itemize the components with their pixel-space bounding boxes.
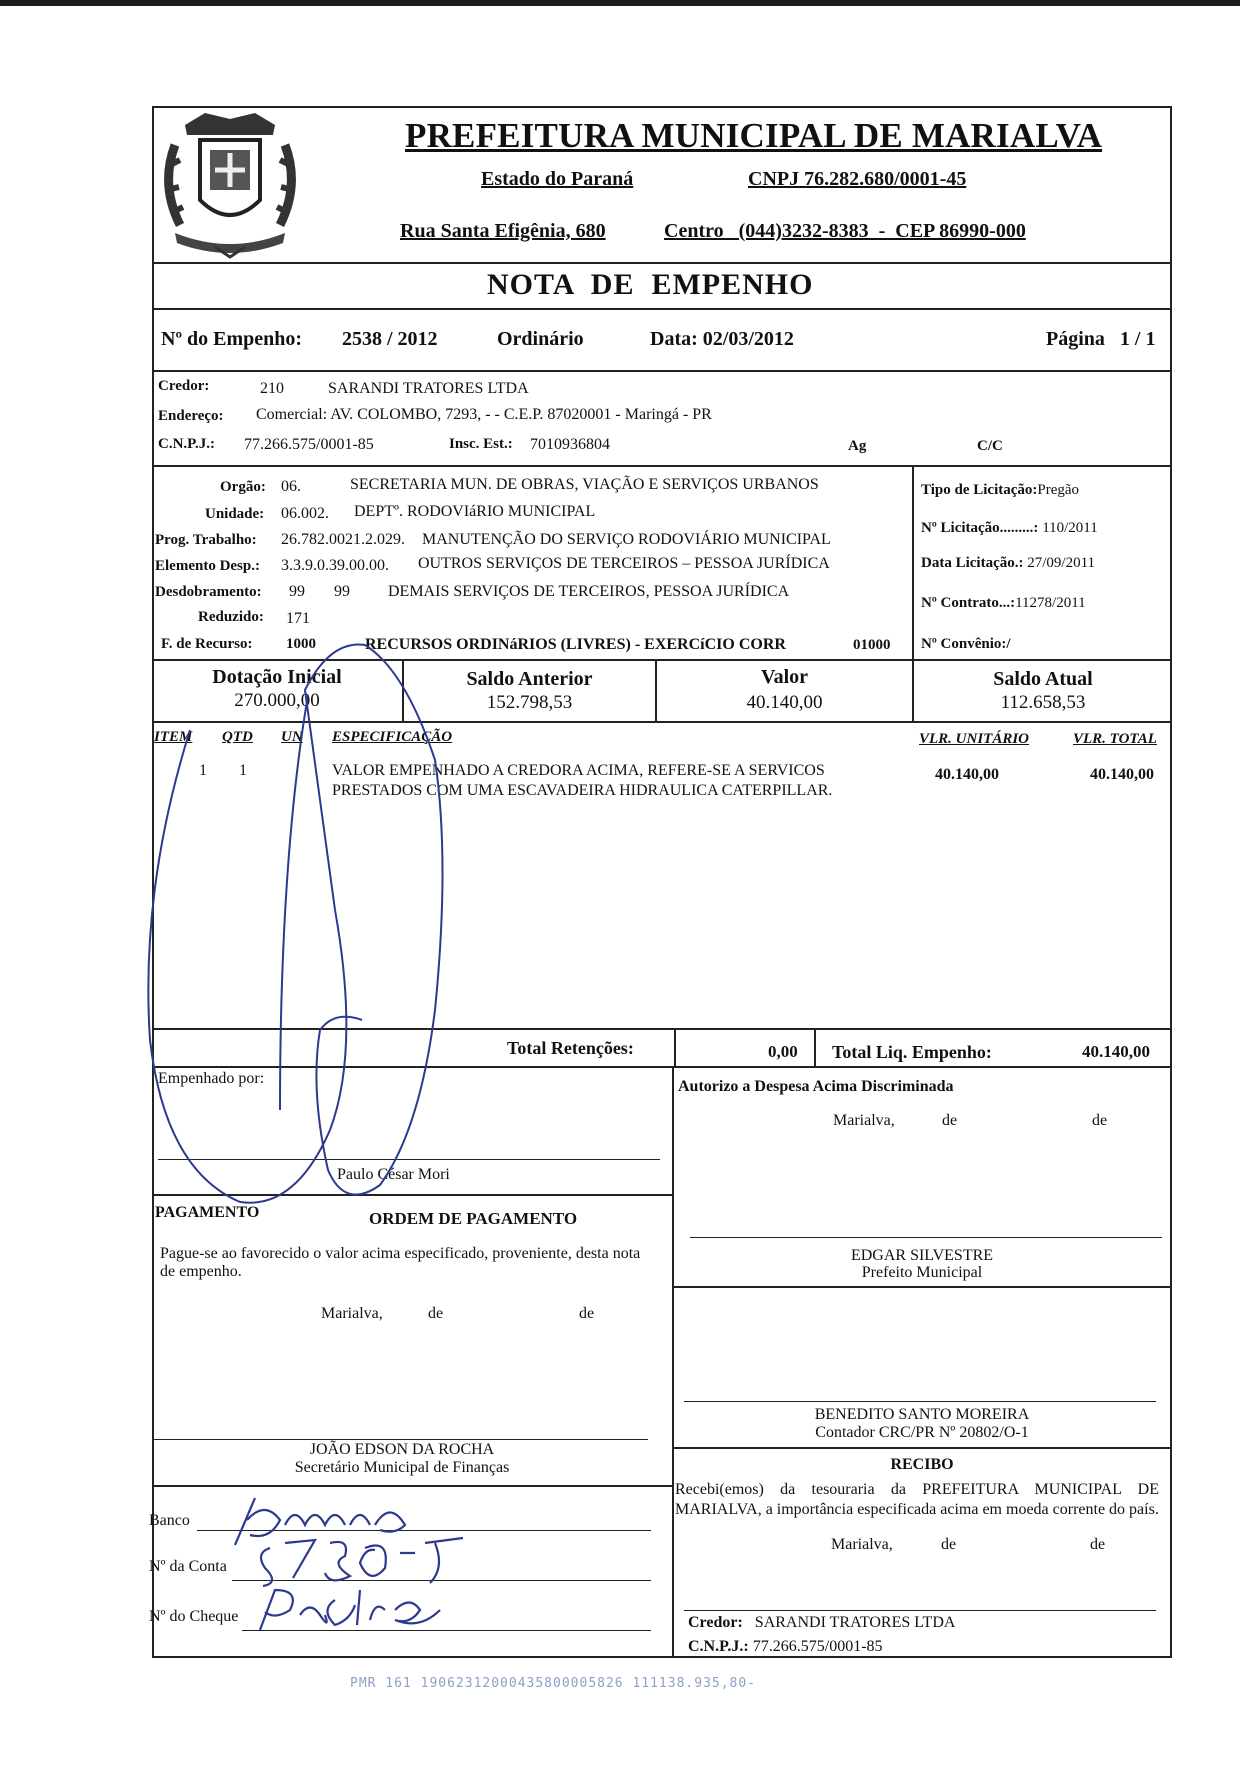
contador-role: Contador CRC/PR Nº 20802/O-1 [815, 1424, 1029, 1441]
recibo-title: RECIBO [890, 1456, 954, 1473]
total-liq-value: 40.140,00 [1082, 1042, 1150, 1061]
elemento-name: OUTROS SERVIÇOS DE TERCEIROS – PESSOA JURÍDICA [418, 555, 830, 572]
elemento-label: Elemento Desp.: [155, 558, 260, 574]
licitacao-date-value: 27/09/2011 [1027, 555, 1096, 571]
empenho-date: Data: 02/03/2012 [650, 328, 794, 350]
col-vlr-unitario: VLR. UNITÁRIO [919, 731, 1030, 747]
pagamento-de2: de [579, 1305, 595, 1322]
fonte-label: F. de Recurso: [161, 636, 253, 652]
contrato-value: 11278/2011 [1015, 595, 1086, 611]
cheque-label: Nº do Cheque [149, 1608, 239, 1625]
recibo-cnpj-value: 77.266.575/0001-85 [752, 1638, 883, 1655]
prefeito-role: Prefeito Municipal [861, 1264, 983, 1281]
handwritten-conta [255, 1528, 470, 1588]
total-retencoes-label: Total Retenções: [507, 1038, 634, 1058]
credor-address: Comercial: AV. COLOMBO, 7293, - - C.E.P. 87020001 - Maringá - PR [256, 406, 712, 423]
autorizo-de1: de [942, 1112, 958, 1129]
desdobramento-a: 99 [289, 583, 305, 600]
autorizo-city: Marialva, [833, 1112, 895, 1129]
secretario-name: JOÃO EDSON DA ROCHA [309, 1441, 495, 1458]
pagamento-city: Marialva, [321, 1305, 383, 1322]
divider [674, 1030, 676, 1066]
divider [672, 1447, 1172, 1449]
handwritten-cheque [245, 1580, 450, 1635]
recibo-credor-label: Credor: [688, 1614, 743, 1631]
address-label: Endereço: [158, 408, 224, 424]
bank-stamp: PMR 161 19062312000435800005826 111138.935,80- [350, 1676, 757, 1691]
valor-value: 40.140,00 [746, 692, 823, 713]
reduzido-label: Reduzido: [198, 609, 264, 625]
cnpj-header: CNPJ 76.282.680/0001-45 [748, 168, 967, 190]
prefeito-name: EDGAR SILVESTRE [850, 1247, 994, 1264]
empenho-label: Nº do Empenho: [161, 328, 303, 350]
page-title: PREFEITURA MUNICIPAL DE MARIALVA [405, 116, 1103, 155]
unidade-name: DEPTº. RODOVIáRIO MUNICIPAL [354, 503, 596, 520]
divider [152, 262, 1172, 264]
valor-label: Valor [760, 666, 809, 688]
empenhado-name: Paulo César Mori [337, 1166, 450, 1183]
signature-line [684, 1401, 1156, 1402]
col-un: UN [281, 729, 303, 745]
prog-label: Prog. Trabalho: [155, 532, 257, 548]
fonte-name: RECURSOS ORDINáRIOS (LIVRES) - EXERCíCIO CORR [365, 636, 786, 653]
autorizo-de2: de [1092, 1112, 1108, 1129]
recibo-credor [688, 1614, 955, 1632]
recibo-cnpj [688, 1638, 883, 1656]
fonte-code: 1000 [286, 636, 316, 652]
divider [672, 1286, 1172, 1288]
reduzido-value: 171 [286, 610, 310, 627]
recibo-de1: de [941, 1536, 957, 1553]
item-spec-line1: VALOR EMPENHADO A CREDORA ACIMA, REFERE-SE A SERVICOS [332, 762, 825, 779]
divider [152, 308, 1172, 310]
recibo-de2: de [1090, 1536, 1106, 1553]
item-unit-value: 40.140,00 [935, 766, 999, 783]
document-title: NOTA DE EMPENHO [487, 268, 814, 301]
fonte-number: 01000 [853, 637, 891, 653]
cc-label: C/C [977, 438, 1003, 454]
divider [152, 465, 1172, 467]
desdobramento-label: Desdobramento: [155, 584, 262, 600]
credor-cnpj: 77.266.575/0001-85 [244, 436, 374, 453]
divider [814, 1030, 816, 1066]
item-total-value: 40.140,00 [1090, 766, 1154, 783]
convenio-label: Nº Convênio:/ [921, 636, 1011, 652]
ordem-pagamento-label: ORDEM DE PAGAMENTO [369, 1209, 578, 1228]
address-header: Rua Santa Efigênia, 680 [400, 220, 606, 242]
divider [152, 1485, 672, 1487]
item-number: 1 [199, 762, 207, 779]
contrato-number [921, 595, 1086, 612]
autorizo-label: Autorizo a Despesa Acima Discriminada [678, 1078, 954, 1095]
pagamento-text: Pague-se ao favorecido o valor acima especificado, proveniente, desta nota de empenho. [160, 1245, 641, 1280]
signature-line [690, 1237, 1162, 1238]
item-spec-line2: PRESTADOS COM UMA ESCAVADEIRA HIDRAULICA CATERPILLAR. [332, 782, 833, 799]
col-item: ITEM [154, 729, 193, 745]
prog-name: MANUTENÇÃO DO SERVIÇO RODOVIÁRIO MUNICIPAL [422, 531, 831, 548]
pagamento-de1: de [428, 1305, 444, 1322]
orgao-label: Orgão: [220, 479, 266, 495]
handwritten-signature-loop [130, 610, 490, 1210]
recibo-credor-name: SARANDI TRATORES LTDA [754, 1614, 956, 1631]
licitacao-number [921, 520, 1098, 537]
licitacao-date-label: Data Licitação.: [921, 555, 1024, 571]
saldo-anterior-value: 152.798,53 [486, 692, 573, 713]
elemento-code: 3.3.9.0.39.00.00. [281, 557, 389, 574]
recibo-cnpj-label: C.N.P.J.: [688, 1638, 749, 1655]
orgao-code: 06. [281, 478, 301, 495]
credor-insc: 7010936804 [530, 436, 610, 453]
prog-code: 26.782.0021.2.029. [281, 531, 405, 548]
contrato-label: Nº Contrato...: [921, 595, 1016, 611]
col-vlr-total: VLR. TOTAL [1073, 731, 1157, 747]
contador-name: BENEDITO SANTO MOREIRA [814, 1406, 1030, 1423]
signature-line [684, 1610, 1156, 1611]
empenhado-label: Empenhado por: [158, 1070, 265, 1087]
recibo-text: Recebi(emos) da tesouraria da PREFEITURA MUNICIPAL DE MARIALVA, a importância especificada acima em moeda corrente do país. [675, 1481, 1159, 1518]
cnpj-label: C.N.P.J.: [158, 436, 215, 452]
desdobramento-b: 99 [334, 583, 350, 600]
licitacao-number-value: 110/2011 [1042, 520, 1098, 536]
empenho-type: Ordinário [497, 328, 584, 350]
signature-line [152, 1439, 648, 1440]
divider [152, 370, 1172, 372]
credor-label: Credor: [158, 378, 210, 394]
conta-label: Nº da Conta [149, 1558, 227, 1575]
dotacao-value: 270.000,00 [234, 690, 320, 711]
page-number: Página 1 / 1 [1046, 328, 1156, 350]
pagamento-label: PAGAMENTO [155, 1204, 260, 1221]
saldo-anterior-label: Saldo Anterior [466, 668, 593, 690]
licitacao-number-label: Nº Licitação.........: [921, 520, 1039, 536]
saldo-atual-label: Saldo Atual [993, 668, 1093, 690]
credor-code: 210 [260, 380, 284, 397]
ag-label: Ag [848, 438, 867, 454]
total-liq-label: Total Liq. Empenho: [832, 1042, 992, 1062]
desdobramento-name: DEMAIS SERVIÇOS DE TERCEIROS, PESSOA JURÍDICA [388, 583, 790, 600]
tipo-licitacao-value: Pregão [1037, 482, 1080, 498]
state-label: Estado do Paraná [481, 168, 634, 190]
orgao-name: SECRETARIA MUN. DE OBRAS, VIAÇÃO E SERVIÇOS URBANOS [350, 476, 819, 493]
col-qtd: QTD [222, 729, 253, 745]
divider [672, 1066, 674, 1658]
scan-top-edge [0, 0, 1240, 6]
licitacao-date [921, 555, 1095, 572]
credor-name: SARANDI TRATORES LTDA [328, 380, 529, 397]
dotacao-label: Dotação Inicial [212, 666, 342, 688]
unidade-code: 06.002. [281, 505, 329, 522]
district-phone-header: Centro (044)3232-8383 - CEP 86990-000 [664, 220, 1026, 242]
divider [912, 465, 914, 659]
recibo-city: Marialva, [831, 1536, 893, 1553]
secretario-role: Secretário Municipal de Finanças [294, 1459, 510, 1476]
tipo-licitacao-label: Tipo de Licitação: [921, 482, 1038, 498]
col-especificacao: ESPECIFICAÇÃO [332, 729, 453, 745]
item-qtd: 1 [239, 762, 247, 779]
saldo-atual-value: 112.658,53 [1000, 692, 1086, 713]
insc-label: Insc. Est.: [449, 436, 513, 452]
empenho-number: 2538 / 2012 [342, 328, 438, 350]
tipo-licitacao [921, 482, 1079, 499]
unidade-label: Unidade: [205, 506, 265, 522]
banco-label: Banco [149, 1512, 190, 1529]
total-retencoes-value: 0,00 [768, 1042, 798, 1061]
municipal-crest-icon [155, 105, 305, 260]
